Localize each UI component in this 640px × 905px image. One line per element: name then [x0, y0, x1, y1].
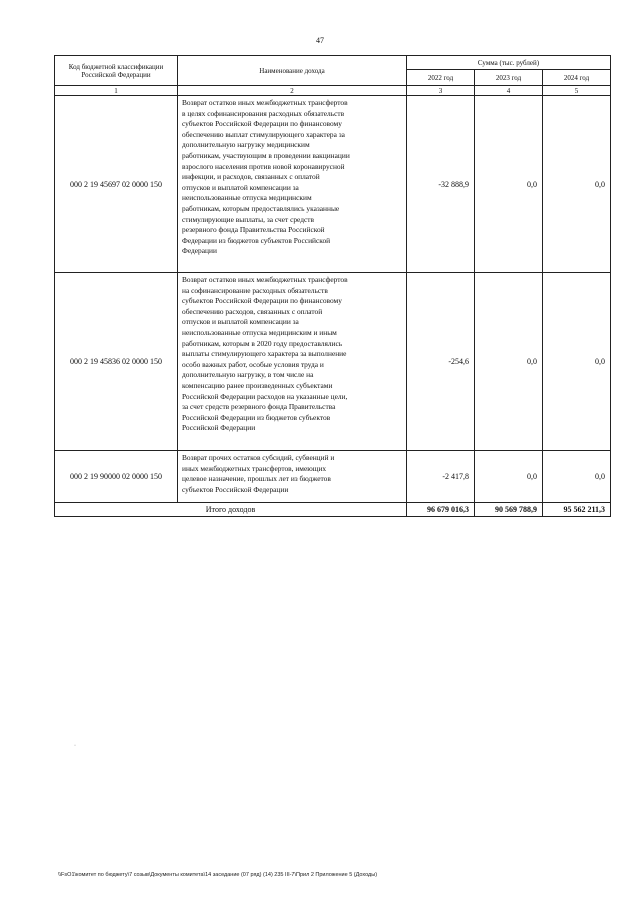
description-line: стимулирующие выплаты, за счет средств	[182, 214, 314, 224]
row-code: 000 2 19 45836 02 0000 150	[55, 273, 178, 451]
description-line: работникам, которым в 2020 году предоставлялись	[182, 338, 343, 348]
revenue-table	[54, 55, 611, 517]
description-line: Возврат остатков иных межбюджетных трансфертов	[182, 98, 348, 107]
description-line: обеспечению расходов, связанных с оплатой	[182, 306, 323, 316]
column-number: 3	[407, 86, 475, 96]
description-line: выплаты стимулирующего характера за выполнение	[182, 349, 347, 359]
description-line: Российской Федерации из бюджетов субъектов	[182, 412, 331, 422]
description-line: отпусков и выплатой компенсации за	[182, 317, 299, 327]
column-number: 4	[475, 86, 543, 96]
value-2024: 0,0	[543, 96, 611, 273]
description-line: Федерации из бюджетов субъектов Российской	[182, 235, 331, 245]
description-line: работникам, участвующим в проведении вакцинации	[182, 150, 350, 160]
description-line: неиспользованные отпуска медицинским	[182, 193, 312, 203]
page-number: 47	[316, 36, 324, 45]
description-line: за счет средств резервного фонда Правительства	[182, 402, 336, 412]
description-line: в целях софинансирования расходных обязательств	[182, 108, 345, 118]
description-line: резервного фонда Правительства Российской	[182, 225, 325, 235]
header-sum-group: Сумма (тыс. рублей)	[407, 56, 611, 70]
table-row	[55, 451, 611, 503]
description-line: отпусков и выплатой компенсации за	[182, 182, 299, 192]
value-2024: 0,0	[543, 273, 611, 451]
row-description	[178, 273, 407, 451]
description-line: Федерации	[182, 246, 217, 256]
value-2022: -2 417,8	[407, 451, 475, 503]
column-number: 5	[543, 86, 611, 96]
total-row	[55, 503, 611, 517]
row-code: 000 2 19 90000 02 0000 150	[55, 451, 178, 503]
description-line: Российской Федерации	[182, 423, 256, 433]
table-row	[55, 96, 611, 273]
column-number: 2	[178, 86, 407, 96]
total-label: Итого доходов	[55, 503, 407, 517]
value-2022: -254,6	[407, 273, 475, 451]
description-line: взрослого населения против новой коронавирусной	[182, 161, 345, 171]
description-line: Возврат прочих остатков субсидий, субвенций и	[182, 453, 335, 462]
description-line: особо важных работ, особые условия труда и	[182, 359, 324, 369]
value-2023: 0,0	[475, 273, 543, 451]
description-line: Возврат остатков иных межбюджетных трансфертов	[182, 275, 348, 284]
header-year-2022: 2022 год	[407, 70, 475, 86]
footer-file-path: \\FsO1\комитет по бюджету\7 созыв\Документы комитета\14 заседание (07 ряд) (14) 235 III-7\Прил 2 Приложение 5 (Доходы)	[58, 872, 378, 878]
description-line: целевое назначение, прошлых лет из бюджетов	[182, 474, 331, 484]
value-2023: 0,0	[475, 96, 543, 273]
description-line: компенсацию ранее произведенных субъектами	[182, 380, 333, 390]
total-2023: 90 569 788,9	[475, 503, 543, 517]
description-line: субъектов Российской Федерации	[182, 484, 289, 494]
header-year-2023: 2023 год	[475, 70, 543, 86]
description-line: иных межбюджетных трансфертов, имеющих	[182, 463, 327, 473]
row-description	[178, 96, 407, 273]
description-line: на софинансирование расходных обязательств	[182, 285, 328, 295]
header-name: Наименование дохода	[178, 56, 407, 86]
description-line: субъектов Российской Федерации по финансовому	[182, 296, 342, 306]
description-line: Российской Федерации расходов на указанные цели,	[182, 391, 348, 401]
column-number: 1	[55, 86, 178, 96]
header-code: Код бюджетной классификации Российской Федерации	[55, 56, 178, 86]
description-line: дополнительную нагрузку медицинским	[182, 140, 310, 150]
value-2024: 0,0	[543, 451, 611, 503]
description-line: дополнительную нагрузку, в том числе на	[182, 370, 314, 380]
total-2024: 95 562 211,3	[543, 503, 611, 517]
scan-mark: ·	[74, 743, 76, 749]
row-description	[178, 451, 407, 503]
total-2022: 96 679 016,3	[407, 503, 475, 517]
description-line: обеспечению выплат стимулирующего характера за	[182, 129, 345, 139]
value-2023: 0,0	[475, 451, 543, 503]
header-year-2024: 2024 год	[543, 70, 611, 86]
description-line: субъектов Российской Федерации по финансовому	[182, 119, 342, 129]
value-2022: -32 888,9	[407, 96, 475, 273]
description-line: неиспользованные отпуска медицинским и иным	[182, 327, 337, 337]
description-line: работникам, которым предоставлялись указанные	[182, 203, 340, 213]
description-line: инфекции, и расходов, связанных с оплатой	[182, 172, 320, 182]
row-code: 000 2 19 45697 02 0000 150	[55, 96, 178, 273]
table-row	[55, 273, 611, 451]
